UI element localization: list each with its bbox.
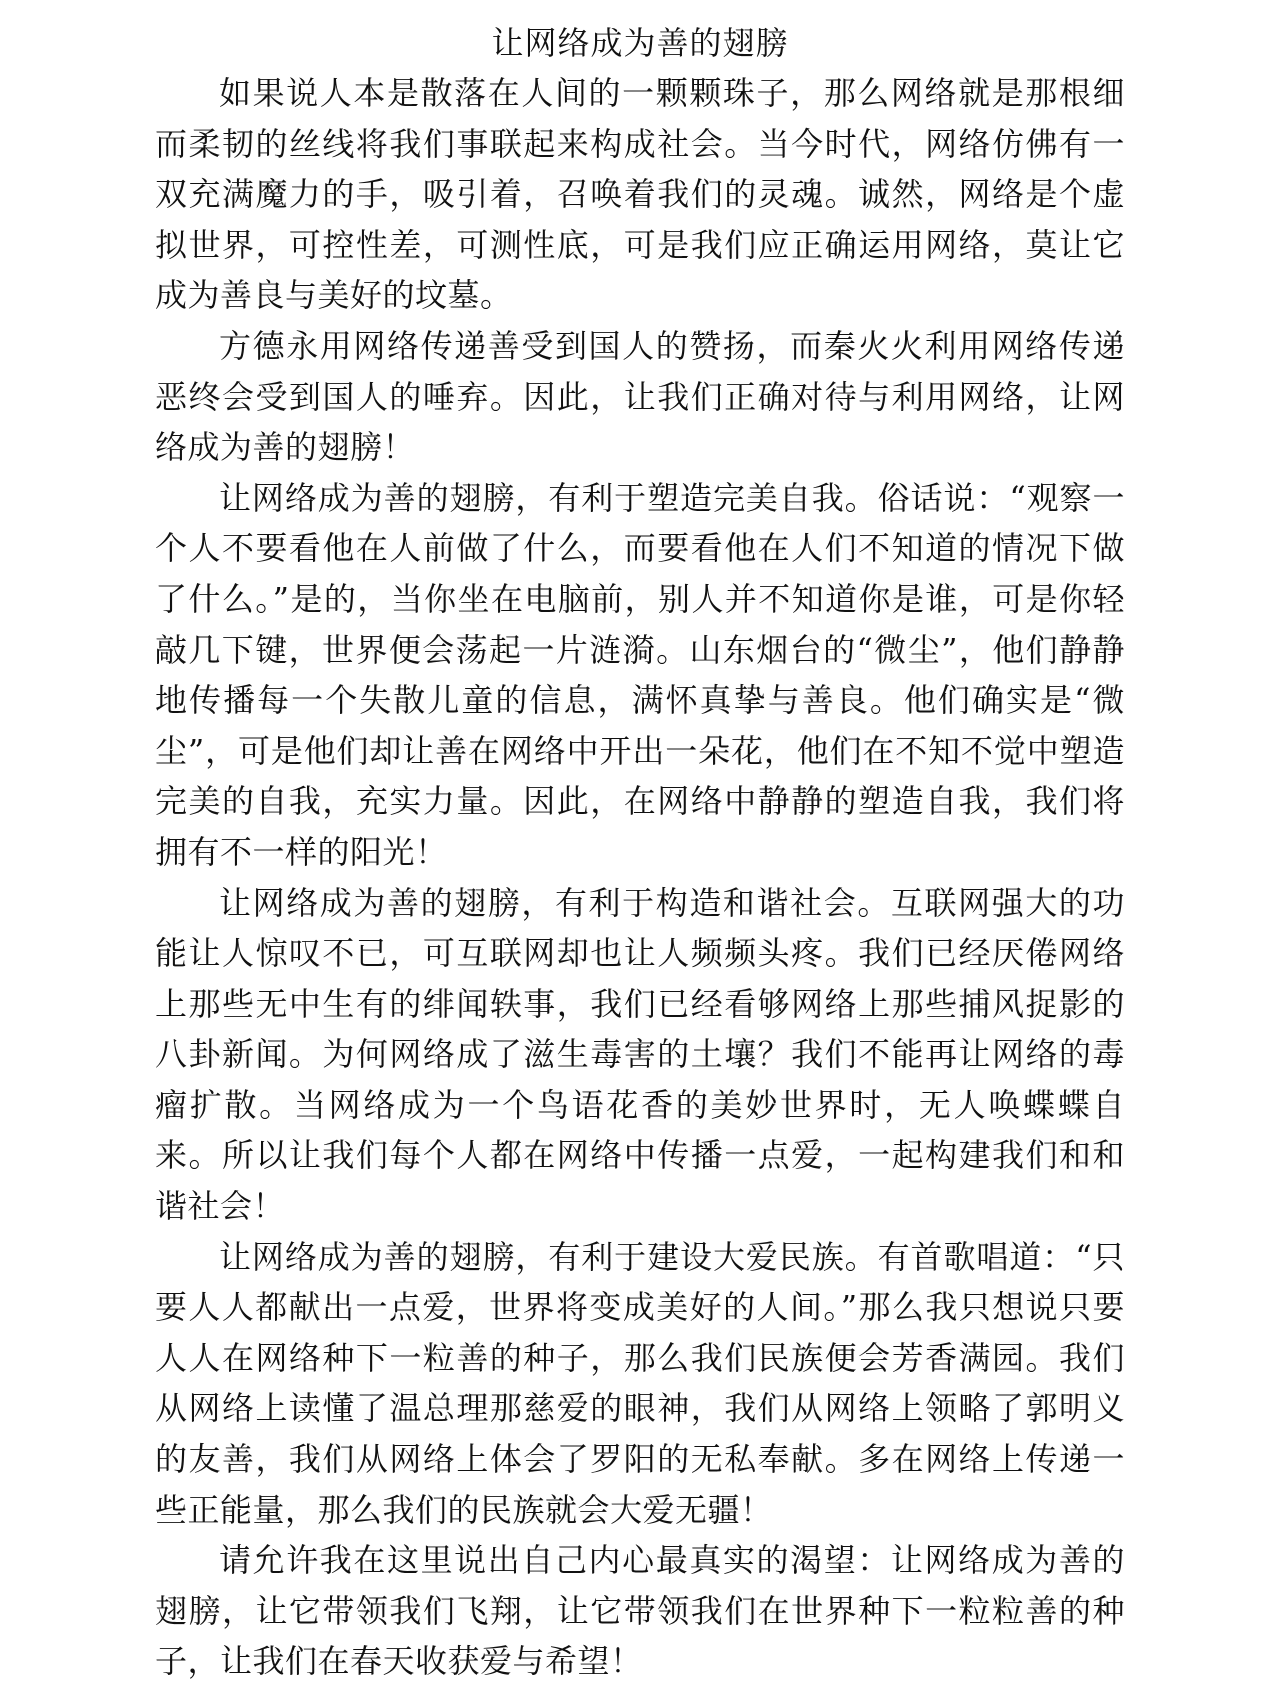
paragraph: 方德永用网络传递善受到国人的赞扬，而秦火火利用网络传递恶终会受到国人的唾弃。因此，让我们正确对待与利用网络，让网络成为善的翅膀！ xyxy=(155,326,1125,467)
paragraph: 如果说人本是散落在人间的一颗颗珠子，那么网络就是那根细而柔韧的丝线将我们事联起来构成社会。当今时代，网络仿佛有一双充满魔力的手，吸引着，召唤着我们的灵魂。诚然，网络是个虚拟世界，可控性差，可测性底，可是我们应正确运用网络，莫让它成为善良与美好的坟墓。 xyxy=(155,74,1125,315)
document-page xyxy=(155,18,1125,1687)
paragraph: 让网络成为善的翅膀，有利于塑造完美自我。俗话说：“观察一个人不要看他在人前做了什么，而要看他在人们不知道的情况下做了什么。”是的，当你坐在电脑前，别人并不知道你是谁，可是你轻敲几下键，世界便会荡起一片涟漪。山东烟台的“微尘”，他们静静地传播每一个失散儿童的信息，满怀真挚与善良。他们确实是“微尘”，可是他们却让善在网络中开出一朵花，他们在不知不觉中塑造完美的自我，充实力量。因此，在网络中静静的塑造自我，我们将拥有不一样的阳光！ xyxy=(155,478,1125,871)
paragraph: 让网络成为善的翅膀，有利于构造和谐社会。互联网强大的功能让人惊叹不已，可互联网却也让人频频头疼。我们已经厌倦网络上那些无中生有的绯闻轶事，我们已经看够网络上那些捕风捉影的八卦新闻。为何网络成了滋生毒害的土壤？我们不能再让网络的毒瘤扩散。当网络成为一个鸟语花香的美妙世界时，无人唤蝶蝶自来。所以让我们每个人都在网络中传播一点爱，一起构建我们和和谐社会！ xyxy=(155,883,1125,1226)
document-title: 让网络成为善的翅膀 xyxy=(491,24,789,62)
paragraph: 让网络成为善的翅膀，有利于建设大爱民族。有首歌唱道：“只要人人都献出一点爱，世界将变成美好的人间。”那么我只想说只要人人在网络种下一粒善的种子，那么我们民族便会芳香满园。我们从网络上读懂了温总理那慈爱的眼神，我们从网络上领略了郭明义的友善，我们从网络上体会了罗阳的无私奉献。多在网络上传递一些正能量，那么我们的民族就会大爱无疆！ xyxy=(155,1237,1125,1529)
paragraph: 请允许我在这里说出自己内心最真实的渴望：让网络成为善的翅膀，让它带领我们飞翔，让它带领我们在世界种下一粒粒善的种子，让我们在春天收获爱与希望！ xyxy=(155,1541,1125,1681)
